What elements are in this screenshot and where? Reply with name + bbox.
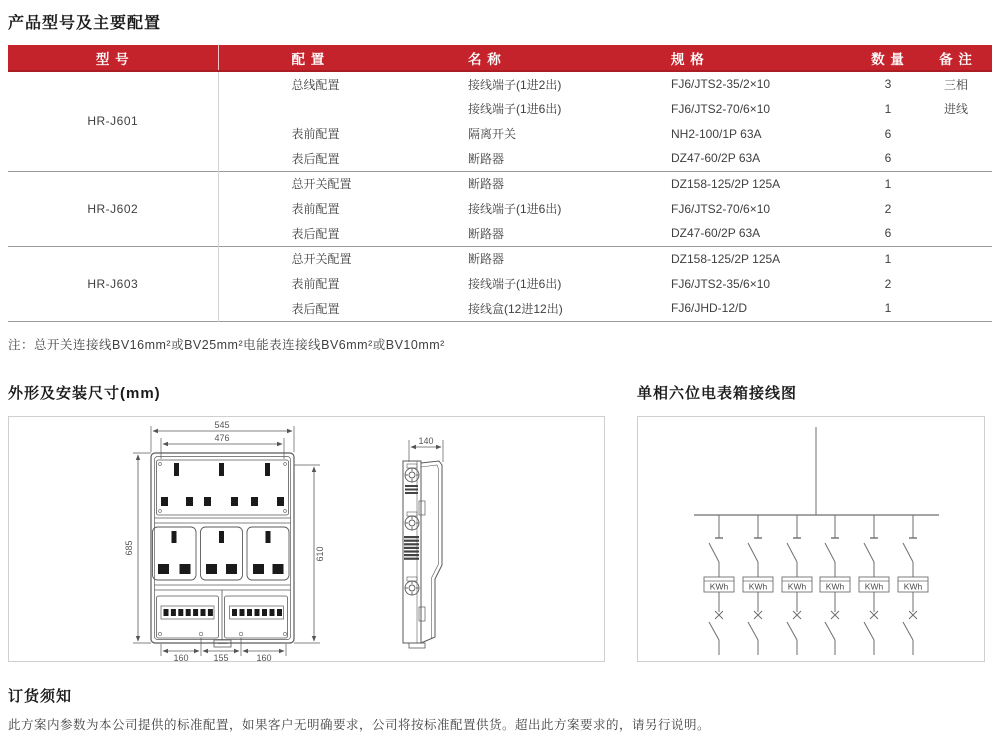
cell-spec: FJ6/JHD-12/D xyxy=(671,301,748,316)
cell-config xyxy=(218,96,468,121)
cell-name: 接线端子(1进6出) xyxy=(468,202,562,216)
cell-remark xyxy=(920,296,992,321)
wiring-section-title: 单相六位电表箱接线图 xyxy=(637,384,798,402)
wiring-diagram xyxy=(638,417,984,663)
cell-config: 表前配置 xyxy=(291,202,340,216)
cell-qty: 1 xyxy=(856,246,920,271)
cell-spec: DZ47-60/2P 63A xyxy=(671,226,761,241)
kwh-meter-label: KWh xyxy=(787,581,807,591)
header-spec: 规 格 xyxy=(671,45,856,71)
dimension-label: 610 xyxy=(315,545,325,562)
cell-remark xyxy=(920,246,992,271)
cell-qty: 1 xyxy=(884,301,892,316)
cell-remark: 三相 xyxy=(943,77,968,92)
cell-spec: FJ6/JTS2-70/6×10 xyxy=(671,201,771,216)
table-header-row xyxy=(8,45,992,71)
header-name: 名 称 xyxy=(468,45,671,71)
wiring-drawing-box xyxy=(637,416,985,662)
table-footnote: 注：总开关连接线BV16mm²或BV25mm²电能表连接线BV6mm²或BV10mm² xyxy=(8,337,445,352)
dimension-label: 545 xyxy=(214,419,230,430)
cell-spec: NH2-100/1P 63A xyxy=(671,126,762,141)
dimension-label: 685 xyxy=(124,539,134,556)
cell-qty: 3 xyxy=(884,77,892,91)
cell-model: HR-J602 xyxy=(8,171,218,246)
meter-branch xyxy=(782,515,812,655)
cell-remark xyxy=(920,171,992,196)
cell-qty: 6 xyxy=(884,126,892,141)
cell-spec: DZ158-125/2P 125A xyxy=(671,171,856,196)
page-title: 产品型号及主要配置 xyxy=(8,15,162,32)
cell-config: 表后配置 xyxy=(291,151,340,166)
cell-name: 接线端子(1进6出) xyxy=(468,102,562,116)
meter-branch xyxy=(704,515,734,655)
cell-config: 总开关配置 xyxy=(218,171,468,196)
cell-spec: FJ6/JTS2-70/6×10 xyxy=(671,101,771,116)
cell-remark xyxy=(920,221,992,246)
cell-name: 接线端子(1进2出) xyxy=(468,77,562,92)
cell-name: 接线端子(1进6出) xyxy=(468,277,562,291)
cell-name: 隔离开关 xyxy=(468,127,517,141)
dimensions-section-title: 外形及安装尺寸(mm) xyxy=(8,384,161,402)
cell-config: 总开关配置 xyxy=(218,246,468,271)
kwh-meter-label: KWh xyxy=(864,581,884,591)
header-model: 型 号 xyxy=(8,45,218,71)
cell-config: 表前配置 xyxy=(291,127,340,141)
table-row xyxy=(8,171,992,196)
cell-config: 表后配置 xyxy=(291,301,340,316)
dimensions-drawing-box xyxy=(8,416,605,662)
cell-qty: 6 xyxy=(884,226,892,241)
kwh-meter-label: KWh xyxy=(709,581,729,591)
kwh-meter-label: KWh xyxy=(903,581,923,591)
cell-remark xyxy=(920,146,992,171)
cell-name: 断路器 xyxy=(468,246,671,271)
kwh-meter-label: KWh xyxy=(748,581,768,591)
dimension-label: 140 xyxy=(418,435,434,446)
cell-config: 表前配置 xyxy=(291,277,340,291)
ordering-section-title: 订货须知 xyxy=(8,687,73,705)
cell-qty: 1 xyxy=(884,101,892,116)
cell-model: HR-J603 xyxy=(8,246,218,321)
table-row xyxy=(8,246,992,271)
dimension-label: 160 xyxy=(173,652,189,663)
cell-name: 断路器 xyxy=(468,171,671,196)
dimension-label: 476 xyxy=(214,432,230,443)
cell-remark xyxy=(920,196,992,221)
cell-config: 表后配置 xyxy=(291,226,340,241)
cell-spec: DZ158-125/2P 125A xyxy=(671,246,856,271)
cell-remark: 进线 xyxy=(943,102,968,116)
cell-config: 总线配置 xyxy=(291,77,340,92)
dimension-label: 160 xyxy=(256,652,272,663)
product-config-table xyxy=(8,45,992,322)
ordering-text: 此方案内参数为本公司提供的标准配置，如果客户无明确要求，公司将按标准配置供货。超出此方案要求的，请另行说明。 xyxy=(8,717,711,732)
front-view-drawing xyxy=(133,426,320,656)
cell-remark xyxy=(920,271,992,296)
dimension-drawing xyxy=(9,417,606,663)
cell-qty: 2 xyxy=(884,276,892,291)
meter-branch xyxy=(898,515,928,655)
meter-branch xyxy=(859,515,889,655)
cell-qty: 2 xyxy=(884,201,892,216)
header-qty: 数 量 xyxy=(856,45,920,71)
cell-qty: 1 xyxy=(856,171,920,196)
table-row xyxy=(8,71,992,96)
cell-name: 断路器 xyxy=(468,151,505,166)
cell-name: 断路器 xyxy=(468,226,505,241)
header-config: 配 置 xyxy=(218,45,468,71)
meter-branch xyxy=(820,515,850,655)
dimension-label: 155 xyxy=(213,652,229,663)
meter-branch xyxy=(743,515,773,655)
cell-spec: FJ6/JTS2-35/2×10 xyxy=(671,77,771,91)
kwh-meter-label: KWh xyxy=(825,581,845,591)
cell-spec: DZ47-60/2P 63A xyxy=(671,151,761,166)
header-remark: 备 注 xyxy=(920,45,992,71)
cell-remark xyxy=(920,121,992,146)
cell-spec: FJ6/JTS2-35/6×10 xyxy=(671,276,771,291)
cell-model: HR-J601 xyxy=(8,71,218,171)
side-view-drawing xyxy=(403,440,443,648)
cell-qty: 6 xyxy=(884,151,892,166)
cell-name: 接线盒(12进12出) xyxy=(468,301,563,316)
